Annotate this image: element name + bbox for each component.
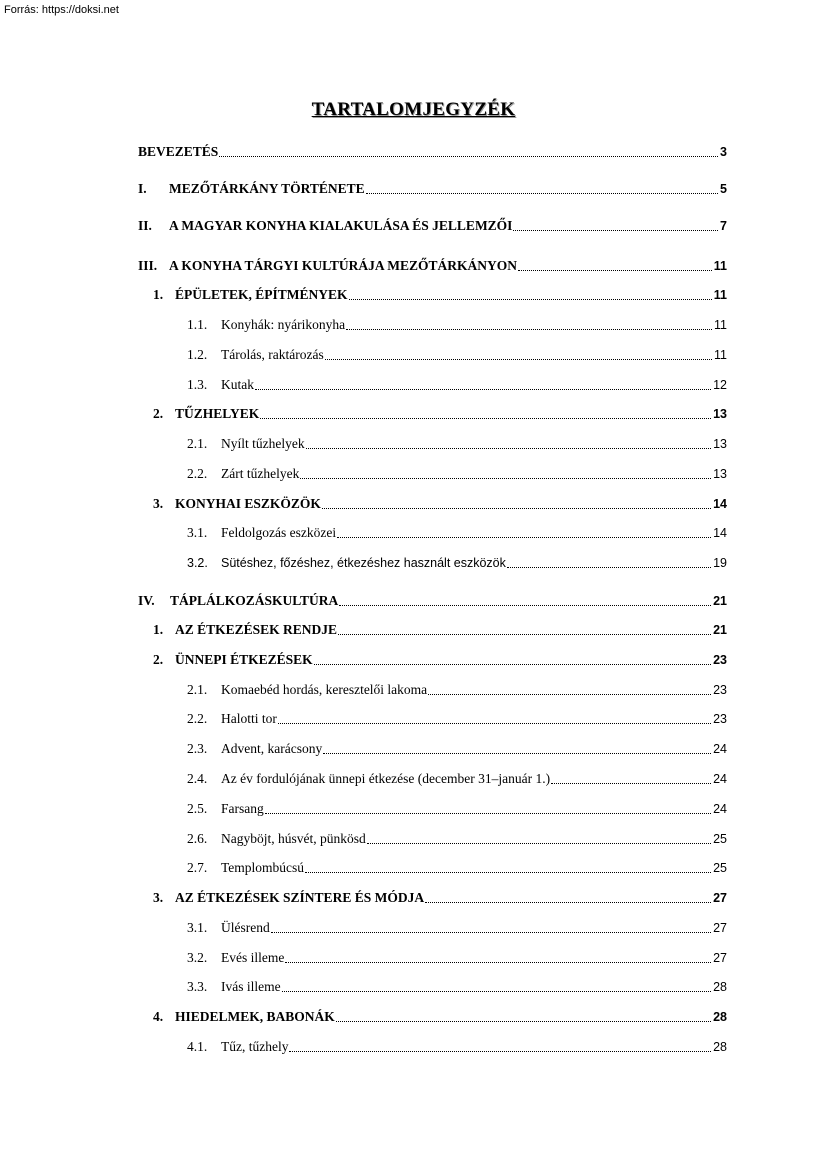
toc-entry-number: 1.3. [187, 377, 208, 392]
toc-entry-label: Feldolgozás eszközei [221, 525, 337, 540]
toc-leader-dots [336, 1020, 711, 1022]
toc-entry-subsection[interactable] [187, 343, 727, 363]
toc-leader-dots [337, 536, 711, 538]
toc-entry-subsection[interactable] [187, 767, 727, 787]
toc-entry-chapter-1[interactable] [138, 177, 727, 197]
toc-entry-section[interactable] [153, 492, 727, 512]
toc-entry-label: Evés illeme [221, 950, 285, 965]
toc-leader-dots [271, 931, 711, 933]
toc-entry-label: AZ ÉTKEZÉSEK RENDJE [175, 622, 338, 637]
toc-entry-page: 14 [713, 497, 727, 511]
toc-entry-number: 2.1. [187, 436, 208, 451]
toc-entry-page: 13 [713, 437, 727, 451]
toc-leader-dots [518, 269, 712, 271]
toc-entry-label: Farsang [221, 801, 264, 816]
toc-entry-subsection[interactable] [187, 707, 727, 727]
toc-leader-dots [219, 155, 718, 157]
toc-entry-number: 2.4. [187, 771, 208, 786]
toc-entry-section[interactable] [153, 402, 727, 422]
toc-entry-page: 27 [713, 891, 727, 905]
toc-entry-number: 3.2. [187, 950, 208, 965]
toc-leader-dots [300, 477, 711, 479]
toc-entry-page: 7 [720, 219, 727, 233]
toc-leader-dots [346, 328, 712, 330]
toc-entry-label: AZ ÉTKEZÉSEK SZÍNTERE ÉS MÓDJA [175, 890, 425, 905]
toc-leader-dots [282, 990, 711, 992]
toc-entry-section[interactable] [153, 1005, 727, 1025]
toc-entry-subsection[interactable] [187, 797, 727, 817]
toc-entry-number: 3. [153, 890, 164, 905]
toc-entry-number: 4. [153, 1009, 164, 1024]
toc-leader-dots [513, 229, 718, 231]
toc-entry-number: III. [138, 258, 158, 273]
toc-entry-subsection[interactable] [187, 1035, 727, 1055]
toc-entry-label: Halotti tor [221, 711, 277, 726]
toc-entry-label: Konyhák: nyárikonyha [221, 317, 346, 332]
toc-entry-number: 2.3. [187, 741, 208, 756]
toc-leader-dots [278, 722, 711, 724]
toc-leader-dots [314, 663, 711, 665]
toc-entry-label: A MAGYAR KONYHA KIALAKULÁSA ÉS JELLEMZŐI [169, 218, 513, 233]
toc-leader-dots [551, 782, 711, 784]
toc-entry-number: II. [138, 218, 152, 233]
toc-entry-number: 3.1. [187, 525, 208, 540]
toc-entry-number: 1.2. [187, 347, 208, 362]
toc-entry-subsection[interactable] [187, 946, 727, 966]
toc-entry-label: Tűz, tűzhely [221, 1039, 289, 1054]
toc-entry-chapter-4[interactable] [138, 589, 727, 609]
toc-entry-page: 28 [713, 1010, 727, 1024]
toc-entry-subsection[interactable] [187, 916, 727, 936]
toc-entry-section[interactable] [153, 283, 727, 303]
toc-entry-page: 11 [713, 288, 727, 302]
toc-entry-page: 11 [713, 259, 727, 273]
toc-entry-label: Kutak [221, 377, 254, 392]
toc-entry-page: 27 [713, 921, 727, 935]
toc-entry-subsection[interactable] [187, 551, 727, 571]
toc-entry-number: 2.2. [187, 711, 208, 726]
toc-entry-label: ÜNNEPI ÉTKEZÉSEK [175, 652, 313, 667]
toc-leader-dots [428, 693, 711, 695]
toc-entry-subsection[interactable] [187, 737, 727, 757]
toc-leader-dots [425, 901, 711, 903]
toc-entry-label: Az év fordulójának ünnepi étkezése (december 31–január 1.) [221, 771, 551, 786]
toc-entry-label: Zárt tűzhelyek [221, 466, 300, 481]
toc-entry-page: 21 [713, 594, 727, 608]
toc-entry-label: Nagyböjt, húsvét, pünkösd [221, 831, 366, 846]
toc-entry-number: 1. [153, 287, 164, 302]
toc-entry-subsection[interactable] [187, 975, 727, 995]
toc-leader-dots [260, 417, 711, 419]
toc-leader-dots [305, 871, 711, 873]
toc-entry-page: 13 [713, 407, 727, 421]
toc-entry-number: 1. [153, 622, 164, 637]
toc-entry-number: 2. [153, 652, 164, 667]
toc-entry-label: HIEDELMEK, BABONÁK [175, 1009, 335, 1024]
toc-entry-chapter-3[interactable] [138, 254, 727, 274]
toc-entry-subsection[interactable] [187, 373, 727, 393]
toc-entry-page: 24 [713, 772, 727, 786]
toc-entry-number: 3.1. [187, 920, 208, 935]
toc-entry-label: Sütéshez, főzéshez, étkezéshez használt eszközök [221, 556, 506, 570]
toc-entry-subsection[interactable] [187, 827, 727, 847]
toc-entry-page: 25 [713, 832, 727, 846]
toc-leader-dots [507, 566, 711, 568]
toc-entry-subsection[interactable] [187, 313, 727, 333]
toc-entry-label: Ülésrend [221, 920, 270, 935]
toc-entry-section[interactable] [153, 648, 727, 668]
toc-entry-subsection[interactable] [187, 462, 727, 482]
toc-entry-page: 5 [720, 182, 727, 196]
toc-entry-number: 2.6. [187, 831, 208, 846]
toc-entry-subsection[interactable] [187, 432, 727, 452]
toc-leader-dots [265, 812, 711, 814]
toc-entry-number: 3. [153, 496, 164, 511]
toc-entry-number: 4.1. [187, 1039, 208, 1054]
toc-entry-number: 3.3. [187, 979, 208, 994]
toc-entry-label: KONYHAI ESZKÖZÖK [175, 496, 321, 511]
toc-entry-label: TŰZHELYEK [175, 406, 260, 421]
toc-entry-label: TÁPLÁLKOZÁSKULTÚRA [170, 593, 339, 608]
toc-entry-chapter-2[interactable] [138, 214, 727, 234]
toc-leader-dots [338, 633, 711, 635]
toc-entry-label: Nyílt tűzhelyek [221, 436, 305, 451]
toc-entry-label: Tárolás, raktározás [221, 347, 324, 362]
toc-entry-label: A KONYHA TÁRGYI KULTÚRÁJA MEZŐTÁRKÁNYON [169, 258, 518, 273]
toc-entry-subsection[interactable] [187, 521, 727, 541]
toc-leader-dots [322, 507, 711, 509]
toc-leader-dots [323, 752, 711, 754]
toc-leader-dots [289, 1050, 711, 1052]
toc-leader-dots [349, 298, 712, 300]
toc-entry-number: IV. [138, 593, 155, 608]
source-note: Forrás: https://doksi.net [4, 4, 119, 16]
toc-entry-number: 2.1. [187, 682, 208, 697]
toc-entry-number: 1.1. [187, 317, 208, 332]
toc-entry-page: 19 [713, 556, 727, 570]
toc-leader-dots [285, 961, 711, 963]
toc-entry-page: 28 [713, 980, 727, 994]
toc-entry-label: Komaebéd hordás, keresztelői lakoma [221, 682, 428, 697]
toc-entry-label: Advent, karácsony [221, 741, 323, 756]
toc-entry-number: 2.2. [187, 466, 208, 481]
toc-entry-number: 2. [153, 406, 164, 421]
toc-entry-number: 2.5. [187, 801, 208, 816]
toc-entry-bevezetes[interactable] [138, 140, 727, 160]
toc-entry-section[interactable] [153, 618, 727, 638]
toc-entry-label: ÉPÜLETEK, ÉPÍTMÉNYEK [175, 287, 348, 302]
toc-entry-page: 3 [720, 145, 727, 159]
toc-leader-dots [366, 192, 718, 194]
toc-entry-page: 14 [713, 526, 727, 540]
toc-entry-number: 2.7. [187, 860, 208, 875]
toc-entry-page: 23 [713, 712, 727, 726]
toc-leader-dots [367, 842, 711, 844]
toc-entry-subsection[interactable] [187, 856, 727, 876]
toc-entry-subsection[interactable] [187, 678, 727, 698]
toc-entry-page: 24 [713, 802, 727, 816]
toc-leader-dots [306, 447, 711, 449]
toc-entry-label: BEVEZETÉS [138, 144, 219, 159]
toc-leader-dots [339, 604, 711, 606]
toc-entry-page: 27 [713, 951, 727, 965]
toc-entry-page: 24 [713, 742, 727, 756]
toc-entry-page: 11 [714, 318, 727, 332]
toc-entry-page: 12 [713, 378, 727, 392]
toc-entry-section[interactable] [153, 886, 727, 906]
toc-entry-page: 13 [713, 467, 727, 481]
toc-entry-page: 21 [713, 623, 727, 637]
toc-entry-label: Templombúcsú [221, 860, 305, 875]
toc-leader-dots [325, 358, 712, 360]
toc-entry-page: 11 [714, 348, 727, 362]
toc-entry-page: 25 [713, 861, 727, 875]
toc-leader-dots [255, 388, 711, 390]
toc-entry-page: 23 [713, 683, 727, 697]
toc-entry-page: 28 [713, 1040, 727, 1054]
toc-entry-number: 3.2. [187, 556, 208, 570]
page-title: TARTALOMJEGYZÉK [311, 99, 516, 120]
toc-entry-label: Ivás illeme [221, 979, 281, 994]
toc-entry-number: I. [138, 181, 147, 196]
toc-entry-page: 23 [713, 653, 727, 667]
toc-entry-label: MEZŐTÁRKÁNY TÖRTÉNETE [169, 181, 365, 196]
